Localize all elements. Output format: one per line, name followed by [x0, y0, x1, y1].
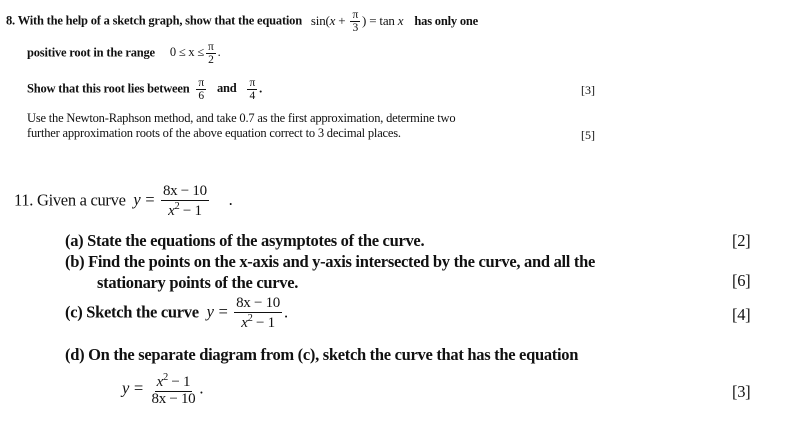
- and-text: and: [216, 81, 237, 96]
- q11-c-fraction: [234, 296, 282, 331]
- q11-c: [65, 296, 288, 331]
- eq-sin: sin(: [310, 12, 330, 28]
- q8-line5: further approximation roots of the above equation correct to 3 decimal places.: [27, 126, 401, 140]
- q11-c-den-x: x: [241, 314, 248, 331]
- range-2: 2: [208, 54, 214, 67]
- q11-mark-b: [6]: [732, 271, 751, 290]
- f2-num: π: [249, 77, 256, 89]
- q11-d-den: 8x − 10: [151, 390, 196, 407]
- eq-x2: x: [394, 12, 404, 28]
- q11-c-den-rest: − 1: [252, 314, 275, 331]
- q11-fraction: [161, 184, 209, 219]
- eq-plus: +: [335, 12, 349, 28]
- q8-mark-5: [5]: [581, 128, 595, 142]
- q11-c-label: (c) Sketch the curve: [65, 302, 199, 322]
- range-dot: .: [217, 45, 221, 60]
- q11-y-eq: y =: [133, 190, 156, 210]
- q11-den-x: x: [168, 202, 175, 219]
- q8-number: 8.: [6, 13, 15, 28]
- range-pi: π: [208, 41, 214, 53]
- q11-intro: [14, 184, 232, 219]
- q8-line1-end: has only one: [414, 13, 478, 28]
- q8-range: [169, 41, 221, 67]
- q8-line3: [27, 77, 262, 102]
- f2-den: 4: [249, 90, 256, 103]
- q8-mark-3: [3]: [581, 83, 595, 97]
- q11-d1: (d) On the separate diagram from (c), sketch the curve that has the equation: [65, 345, 579, 364]
- q11-d-num-rest: − 1: [167, 373, 191, 390]
- q11-d-num: [155, 372, 193, 392]
- eq-3: 3: [352, 22, 359, 35]
- range-left: 0 ≤ x ≤: [169, 45, 205, 60]
- q11-a: (a) State the equations of the asymptotes of the curve.: [65, 231, 425, 250]
- q8-line2-text: positive root in the range: [27, 45, 155, 60]
- q11-dot: .: [228, 190, 233, 210]
- q8-line1: [6, 9, 478, 34]
- q11-den-rest: − 1: [179, 202, 202, 219]
- pi-over-6: [196, 77, 206, 102]
- q8-line3-text: Show that this root lies between: [27, 81, 190, 96]
- q11-c-y: y =: [206, 302, 229, 322]
- q11-den-sup: 2: [174, 200, 180, 212]
- eq-rest: ) = tan: [362, 12, 395, 28]
- q8-equation: [310, 9, 406, 35]
- pi-over-4: [247, 77, 257, 102]
- q11-num: 8x − 10: [162, 183, 207, 199]
- q11-den: [166, 201, 204, 220]
- q11-c-den-sup: 2: [247, 312, 253, 324]
- q11-d-dot: .: [199, 378, 204, 398]
- q11-mark-c: [4]: [732, 305, 751, 324]
- q8-line1-text: With the help of a sketch graph, show that the equation: [17, 13, 302, 28]
- f1-num: π: [198, 77, 205, 89]
- q11-mark-a: [2]: [732, 231, 751, 250]
- q11-intro-text: Given a curve: [36, 190, 126, 210]
- q11-d-num-x: x: [156, 373, 164, 390]
- q11-number: 11.: [14, 190, 34, 210]
- q11-b2: stationary points of the curve.: [97, 273, 299, 292]
- eq-pi-over-3: [350, 9, 360, 34]
- range-pi-over-2: [206, 41, 216, 66]
- q11-d-fraction: [150, 372, 198, 407]
- eq-x: x: [329, 12, 336, 28]
- eq-pi: π: [352, 9, 359, 21]
- q11-c-dot: .: [283, 302, 288, 322]
- q8-line2: [27, 41, 221, 66]
- q11-d-eq: [122, 372, 203, 407]
- line3-dot: .: [259, 81, 262, 96]
- q11-c-den: [239, 313, 277, 332]
- q11-mark-d: [3]: [732, 382, 751, 401]
- q8-line4: Use the Newton-Raphson method, and take 0.7 as the first approximation, determine two: [27, 111, 456, 125]
- q11-d-y: y =: [122, 378, 144, 398]
- f1-den: 6: [198, 90, 204, 103]
- q11-c-num: 8x − 10: [236, 295, 280, 311]
- q11-d-num-sup: 2: [163, 372, 168, 383]
- q11-b1: (b) Find the points on the x-axis and y-axis intersected by the curve, and all the: [65, 252, 596, 271]
